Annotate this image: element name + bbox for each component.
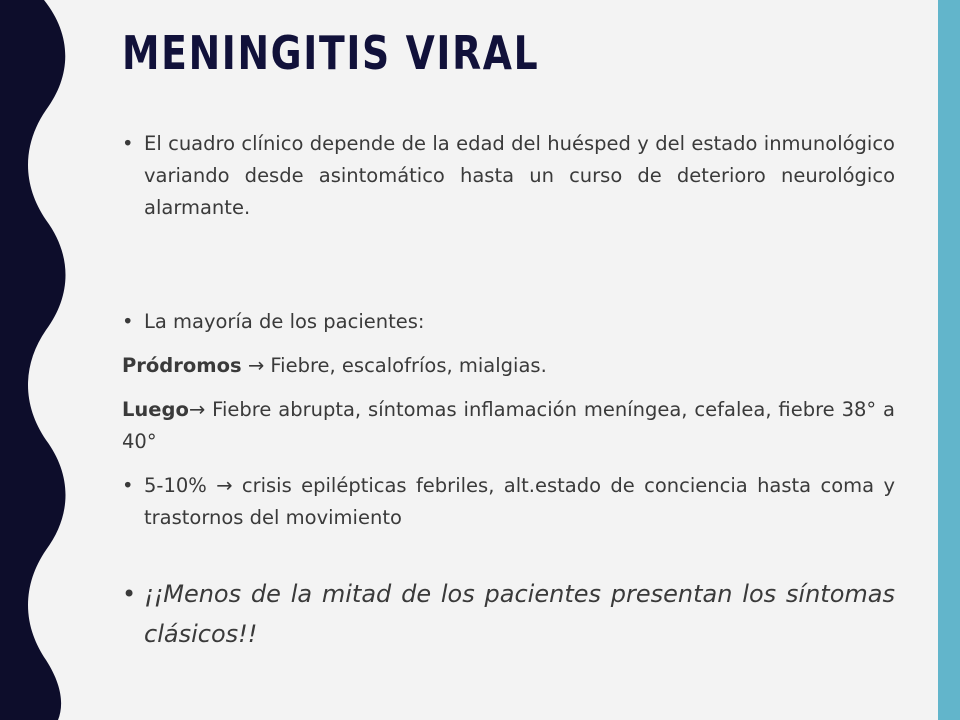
bullet-clinical-picture <box>122 128 895 224</box>
bullet-classic-symptoms <box>122 574 895 654</box>
seizures-percent: 5-10% <box>144 474 207 497</box>
slide-content <box>122 128 895 654</box>
bullet-icon: • <box>122 580 137 608</box>
bullet-icon: • <box>122 310 134 333</box>
right-accent-bar <box>938 0 960 720</box>
prodromos-line <box>122 350 895 382</box>
left-wave-decoration <box>0 0 80 720</box>
bullet-icon: • <box>122 132 134 155</box>
luego-label: Luego <box>122 398 189 421</box>
left-wave-shape <box>0 0 66 720</box>
prodromos-label: Pródromos <box>122 354 242 377</box>
luego-line <box>122 394 895 458</box>
bullet-text: El cuadro clínico depende de la edad del huésped y del estado inmunológico variando desde asintomático hasta un curso de deterioro neurológico alarmante. <box>144 132 895 219</box>
bullet-majority <box>122 306 895 338</box>
arrow-icon: → <box>247 354 265 377</box>
bullet-text: La mayoría de los pacientes: <box>144 310 425 333</box>
seizures-text: crisis epilépticas febriles, alt.estado de conciencia hasta coma y trastornos del movimiento <box>144 474 895 529</box>
bullet-icon: • <box>122 474 134 497</box>
arrow-icon: → <box>216 474 233 497</box>
luego-text: Fiebre abrupta, síntomas inflamación meníngea, cefalea, fiebre 38° a 40° <box>122 398 896 453</box>
bullet-seizures <box>122 470 895 534</box>
arrow-icon: → <box>188 398 206 421</box>
slide-title: MENINGITIS VIRAL <box>122 26 540 80</box>
prodromos-text: Fiebre, escalofríos, mialgias. <box>270 354 547 377</box>
bullet-text: ¡¡Menos de la mitad de los pacientes presentan los síntomas clásicos!! <box>144 580 895 648</box>
